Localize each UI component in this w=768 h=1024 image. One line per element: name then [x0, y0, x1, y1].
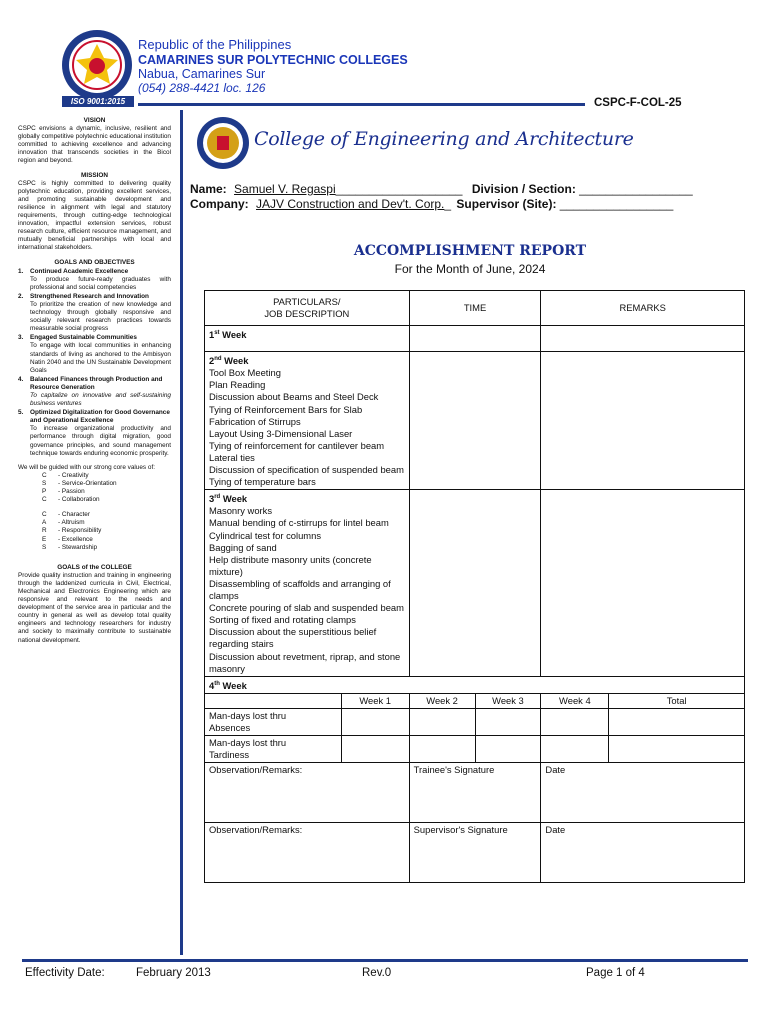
core-value-name: - Stewardship	[58, 543, 98, 551]
name-blank: ___________________	[335, 182, 463, 196]
goals-heading: GOALS AND OBJECTIVES	[54, 258, 135, 266]
week1-label: 1st Week	[209, 329, 247, 341]
goal-number: 1.	[18, 267, 24, 275]
report-table	[204, 290, 745, 883]
college-goals-heading: GOALS of the COLLEGE	[57, 563, 132, 571]
core-value-item	[18, 472, 171, 480]
core-value-letter: P	[42, 488, 47, 496]
goal-number: 2.	[18, 292, 24, 300]
task-item: Disassembling of scaffolds and arranging of clamps	[209, 577, 391, 602]
goal-title-text: Engaged Sustainable Communities	[30, 334, 137, 342]
core-value-letter: A	[42, 519, 47, 527]
goal-item	[18, 334, 171, 374]
report-title: ACCOMPLISHMENT REPORT	[353, 243, 587, 259]
core-value-item	[18, 544, 171, 552]
core-value-item	[18, 511, 171, 519]
task-item: Discussion about the superstitious belief regarding stairs	[209, 626, 377, 650]
trainee-observation: Observation/Remarks:	[205, 763, 410, 823]
core-value-name: - Collaboration	[58, 496, 100, 504]
task-item: Cylindrical test for columns	[209, 529, 322, 541]
core-value-item	[18, 527, 171, 535]
company-label: Company:	[190, 197, 249, 211]
summary-col-header: Week 2	[409, 693, 475, 708]
task-item: Help distribute masonry units (concrete mixture)	[209, 553, 372, 577]
goal-item	[18, 293, 171, 333]
goal-description: To increase organizational productivity and performance through digital migration, good governance principles, and sound management technique towards enduring economic prosperity.	[30, 425, 171, 457]
college-seal-icon	[196, 116, 250, 170]
core-value-name: - Responsibility	[58, 527, 102, 535]
supervisor-label: Supervisor (Site):	[456, 197, 557, 211]
core-value-letter: C	[42, 471, 47, 479]
week1-cell	[205, 326, 410, 352]
ordinal-suffix: nd	[214, 356, 222, 362]
goal-item	[18, 409, 171, 458]
core-value-name: - Passion	[58, 488, 85, 496]
school-location: Nabua, Camarines Sur	[138, 67, 266, 82]
vision-heading: VISION	[83, 117, 106, 124]
core-value-letter: C	[42, 496, 47, 504]
college-title: College of Engineering and Architecture	[254, 128, 634, 150]
goal-title	[18, 293, 171, 301]
core-value-name: - Excellence	[58, 535, 93, 543]
goal-description: To prioritize the creation of new knowledge and technology through globally responsive and socially relevant research practices towards measurable social progress	[30, 300, 171, 333]
summary-col-header: Week 1	[341, 693, 409, 708]
week3-label: 3rd Week	[209, 493, 248, 505]
task-item: Tying of Reinforcement Bars for Slab	[209, 403, 363, 415]
core-value-name: - Creativity	[58, 471, 89, 479]
division-blank: _________________	[579, 182, 693, 196]
tardiness-row	[205, 736, 745, 763]
task-item: Masonry works	[209, 505, 273, 517]
week4-row	[205, 676, 745, 693]
supervisor-sign-row	[205, 823, 745, 883]
col-remarks: REMARKS	[541, 291, 745, 326]
task-item: Concrete pouring of slab and suspended beam	[209, 602, 404, 614]
core-value-name: - Altruism	[58, 519, 85, 527]
task-item: Bagging of sand	[209, 541, 277, 553]
table-header-row	[205, 291, 745, 326]
summary-col-header: Week 3	[475, 693, 541, 708]
name-label: Name:	[190, 182, 227, 196]
trainee-date: Date	[541, 763, 745, 823]
iso-badge: ISO 9001:2015	[62, 96, 134, 107]
goals-list	[18, 268, 171, 458]
task-item: Tool Box Meeting	[209, 367, 281, 379]
task-item: Fabrication of Stirrups	[209, 415, 301, 427]
goal-title	[18, 334, 171, 342]
revision: Rev.0	[362, 967, 392, 979]
values-group-b	[18, 511, 171, 551]
task-item: Discussion of specification of suspended beam	[209, 463, 404, 475]
ordinal-suffix: th	[214, 680, 220, 687]
goal-number: 3.	[18, 334, 24, 342]
company-line	[190, 197, 673, 211]
core-value-item	[18, 519, 171, 527]
task-item: Sorting of fixed and rotating clamps	[209, 614, 356, 626]
goal-title	[18, 376, 171, 392]
core-value-letter: S	[42, 543, 47, 551]
week3-cell	[205, 490, 410, 677]
supervisor-observation: Observation/Remarks:	[205, 823, 410, 883]
report-subtitle: For the Month of June, 2024	[394, 262, 546, 276]
name-line	[190, 182, 693, 196]
core-value-item	[18, 536, 171, 544]
summary-col-header: Week 4	[541, 693, 609, 708]
week4-label: 4th Week	[209, 679, 247, 691]
week3-row	[205, 490, 745, 677]
week1-row	[205, 326, 745, 352]
task-item: Lateral ties	[209, 451, 255, 463]
header-rule	[138, 103, 585, 106]
col-particulars: PARTICULARS/ JOB DESCRIPTION	[205, 291, 410, 326]
mission-heading: MISSION	[81, 171, 108, 179]
college-goals-text: Provide quality instruction and training in engineering through the laddenized curricula in Civil, Electrical, Mechanical and Electronics Engineering which are responsive and relevant to the needs and development of the service area in particular and the country in general as well as develop total quality engineers and technology researchers for industry and society to maximally contribute to sustainable national development.	[18, 571, 171, 644]
core-value-item	[18, 496, 171, 504]
division-label: Division / Section:	[471, 182, 576, 196]
cspc-seal-icon	[60, 28, 134, 102]
week2-cell	[205, 352, 410, 490]
effectivity-date: February 2013	[136, 967, 211, 979]
absences-row	[205, 709, 745, 736]
core-value-name: - Character	[58, 511, 90, 519]
goal-title-text: Strengthened Research and Innovation	[30, 292, 149, 300]
core-value-letter: R	[42, 527, 47, 535]
name-value: Samuel V. Regaspi	[234, 182, 336, 196]
values-intro: We will be guided with our strong core values of:	[18, 463, 155, 471]
supervisor-blank: _________________	[559, 197, 674, 211]
core-value-name: - Service-Orientation	[58, 479, 117, 487]
core-value-letter: E	[42, 535, 47, 543]
supervisor-signature: Supervisor's Signature	[409, 823, 541, 883]
task-item: Tying of reinforcement for cantilever beam	[209, 439, 385, 451]
document-code: CSPC-F-COL-25	[594, 97, 682, 109]
summary-col-header: Total	[609, 693, 745, 708]
goal-title-text: Balanced Finances through Production and Resource Generation	[30, 375, 163, 391]
task-item: Manual bending of c-stirrups for lintel beam	[209, 517, 389, 529]
summary-header-row	[205, 693, 745, 708]
goal-title	[18, 409, 171, 425]
core-value-item	[18, 480, 171, 488]
col-time: TIME	[409, 291, 541, 326]
task-item: Discussion about Beams and Steel Deck	[209, 391, 379, 403]
company-blank: _	[444, 197, 452, 211]
goal-title	[18, 268, 171, 276]
goal-title-text: Continued Academic Excellence	[30, 267, 129, 275]
page-number: Page 1 of 4	[586, 967, 645, 979]
week4-cell	[205, 676, 745, 693]
core-value-letter: C	[42, 511, 47, 519]
school-name: CAMARINES SUR POLYTECHNIC COLLEGES	[138, 52, 408, 67]
task-item: Layout Using 3-Dimensional Laser	[209, 427, 353, 439]
company-value: JAJV Construction and Dev't. Corp.	[256, 197, 445, 211]
goal-number: 5.	[18, 409, 24, 417]
sidebar-divider	[180, 110, 183, 955]
values-group-a	[18, 472, 171, 504]
core-value-letter: S	[42, 479, 47, 487]
goal-description: To produce future-ready graduates with professional and social competencies	[30, 275, 171, 291]
vision-text: CSPC envisions a dynamic, inclusive, resilient and globally competitive polytechnic educational institution committed to achieving excellence and advancing innovation that transcends societies in the Bicol region and beyond.	[18, 125, 171, 165]
week2-row	[205, 352, 745, 490]
goal-description: To engage with local communities in enhancing standards of living as anchored to the Ambisyon Natin 2040 and the UN Sustainable Development Goals	[30, 342, 171, 374]
trainee-sign-row	[205, 763, 745, 823]
absences-label: Man-days lost thru Absences	[205, 709, 342, 736]
sidebar	[18, 117, 171, 645]
task-item: Tying of temperature bars	[209, 476, 316, 488]
footer-rule	[22, 959, 748, 962]
core-values	[18, 464, 171, 552]
task-item: Plan Reading	[209, 379, 266, 391]
ordinal-suffix: rd	[214, 494, 221, 501]
week2-label: 2nd Week	[209, 355, 249, 367]
tardiness-label: Man-days lost thru Tardiness	[205, 736, 342, 763]
school-header	[138, 38, 408, 95]
school-phone: (054) 288-4421 loc. 126	[138, 80, 266, 95]
trainee-signature: Trainee's Signature	[409, 763, 541, 823]
goal-description: To capitalize on innovative and self-sustaining business ventures	[30, 392, 171, 408]
task-item: Discussion about revetment, riprap, and stone masonry	[209, 650, 401, 674]
ordinal-suffix: st	[214, 330, 220, 336]
supervisor-date: Date	[541, 823, 745, 883]
goal-title-text: Optimized Digitalization for Good Governance and Operational Excellence	[30, 409, 170, 425]
goal-item	[18, 268, 171, 292]
goal-item	[18, 376, 171, 408]
effectivity-label: Effectivity Date:	[25, 967, 105, 979]
core-value-item	[18, 488, 171, 496]
mission-text: CSPC is highly committed to delivering quality polytechnic education, providing excellent services, and promoting sustainable development and resilience in alignment with legal and statutory requirements, through cutting-edge technological innovation, impactful extension services, robust research culture, efficient resource management, and mutually beneficial partnerships with local and international stakeholders.	[18, 179, 171, 252]
goal-number: 4.	[18, 375, 24, 383]
republic-line: Republic of the Philippines	[138, 37, 292, 52]
